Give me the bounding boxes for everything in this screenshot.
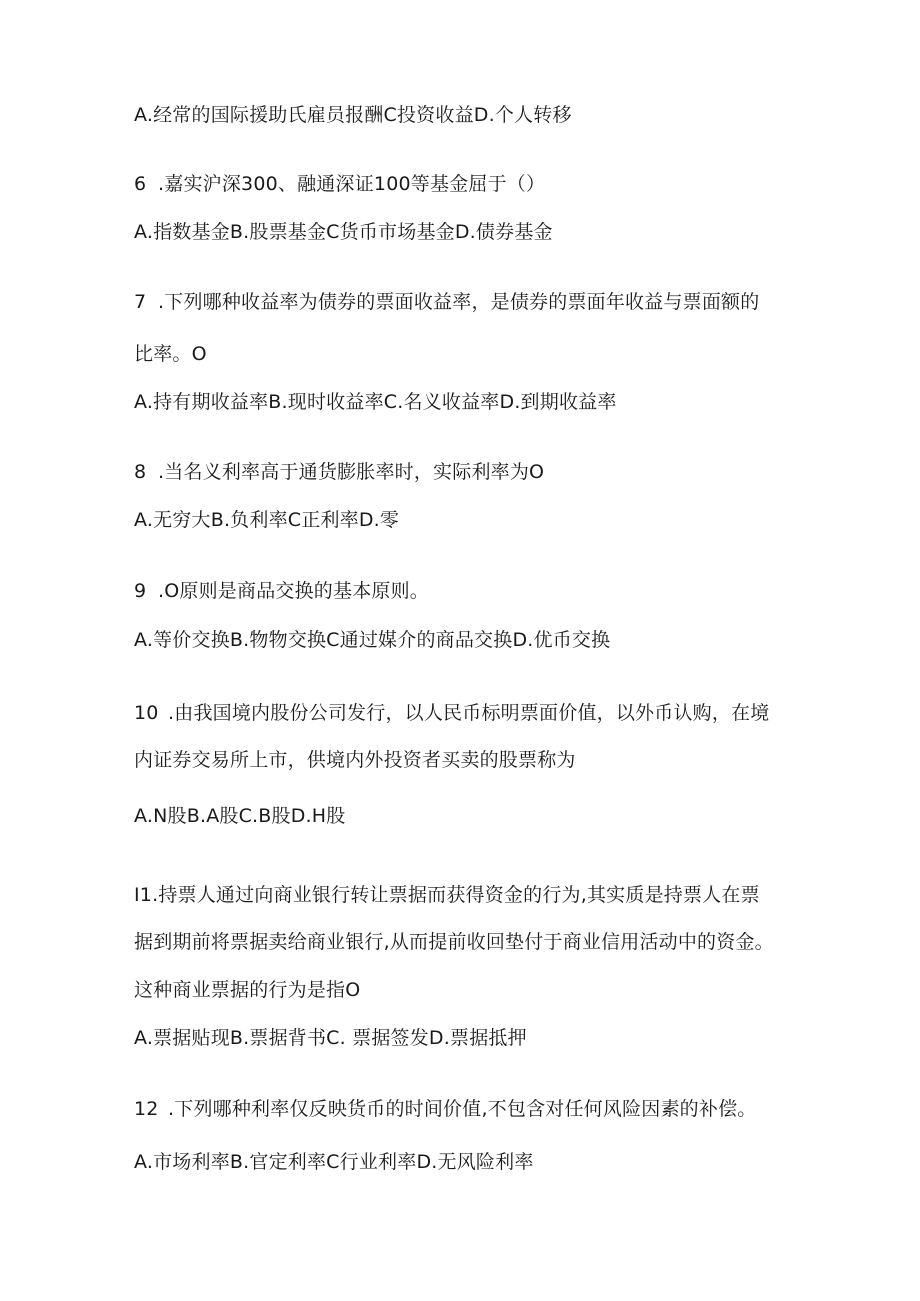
q5-options: A.经常的国际援助氏雇员报酬C投资收益D.个人转移 [134,104,572,126]
q8-stem [134,460,544,484]
q10-number: 10 [134,702,159,724]
q7-options: A.持有期收益率B.现时收益率C.名义收益率D.到期收益率 [134,391,617,413]
q11-stem-line3: 这种商业票据的行为是指O [134,979,361,1001]
q7-number: 7 [134,291,147,313]
q12-options: A.市场利率B.官定利率C行业利率D.无风险利率 [134,1151,534,1173]
q6-stem [134,172,545,196]
q10-stem-line2: 内证券交易所上市，供境内外投资者买卖的股票称为 [134,749,576,771]
q12-stem-text: .下列哪种利率仅反映货币的时间价值,不包含对任何风险因素的补偿。 [168,1098,757,1120]
q8-number: 8 [134,461,147,483]
q8-options: A.无穷大B.负利率C正利率D.零 [134,509,400,531]
q11-stem-line1: I1.持票人通过向商业银行转让票据而获得资金的行为,其实质是持票人在票 [134,884,760,906]
q7-stem-line1 [134,290,759,314]
q9-options: A.等价交换B.物物交换C通过媒介的商品交换D.优币交换 [134,629,611,651]
q10-stem-text-1: .由我国境内股份公司发行，以人民币标明票面价值，以外币认购，在境 [168,702,770,724]
q9-stem-text: .O原则是商品交换的基本原则。 [158,580,429,602]
q11-stem-line2: 据到期前将票据卖给商业银行,从而提前收回垫付于商业信用活动中的资金。 [134,931,774,953]
q6-options: A.指数基金B.股票基金C货币市场基金D.债券基金 [134,221,553,243]
q12-stem [134,1097,756,1121]
q9-number: 9 [134,580,147,602]
q6-stem-text: .嘉实沪深300、融通深证100等基金屈于（） [158,173,546,195]
q10-stem-line1 [134,701,769,725]
q9-stem [134,579,429,603]
q7-stem-line2: 比率。O [134,343,207,365]
q6-number: 6 [134,173,147,195]
q10-options: A.N股B.A股C.B股D.H股 [134,805,346,827]
q7-stem-text-1: .下列哪种收益率为债券的票面收益率，是债券的票面年收益与票面额的 [158,291,760,313]
q11-options: A.票据贴现B.票据背书C. 票据签发D.票据抵押 [134,1027,527,1049]
q12-number: 12 [134,1098,159,1120]
q8-stem-text: .当名义利率高于通货膨胀率时，实际利率为O [158,461,545,483]
